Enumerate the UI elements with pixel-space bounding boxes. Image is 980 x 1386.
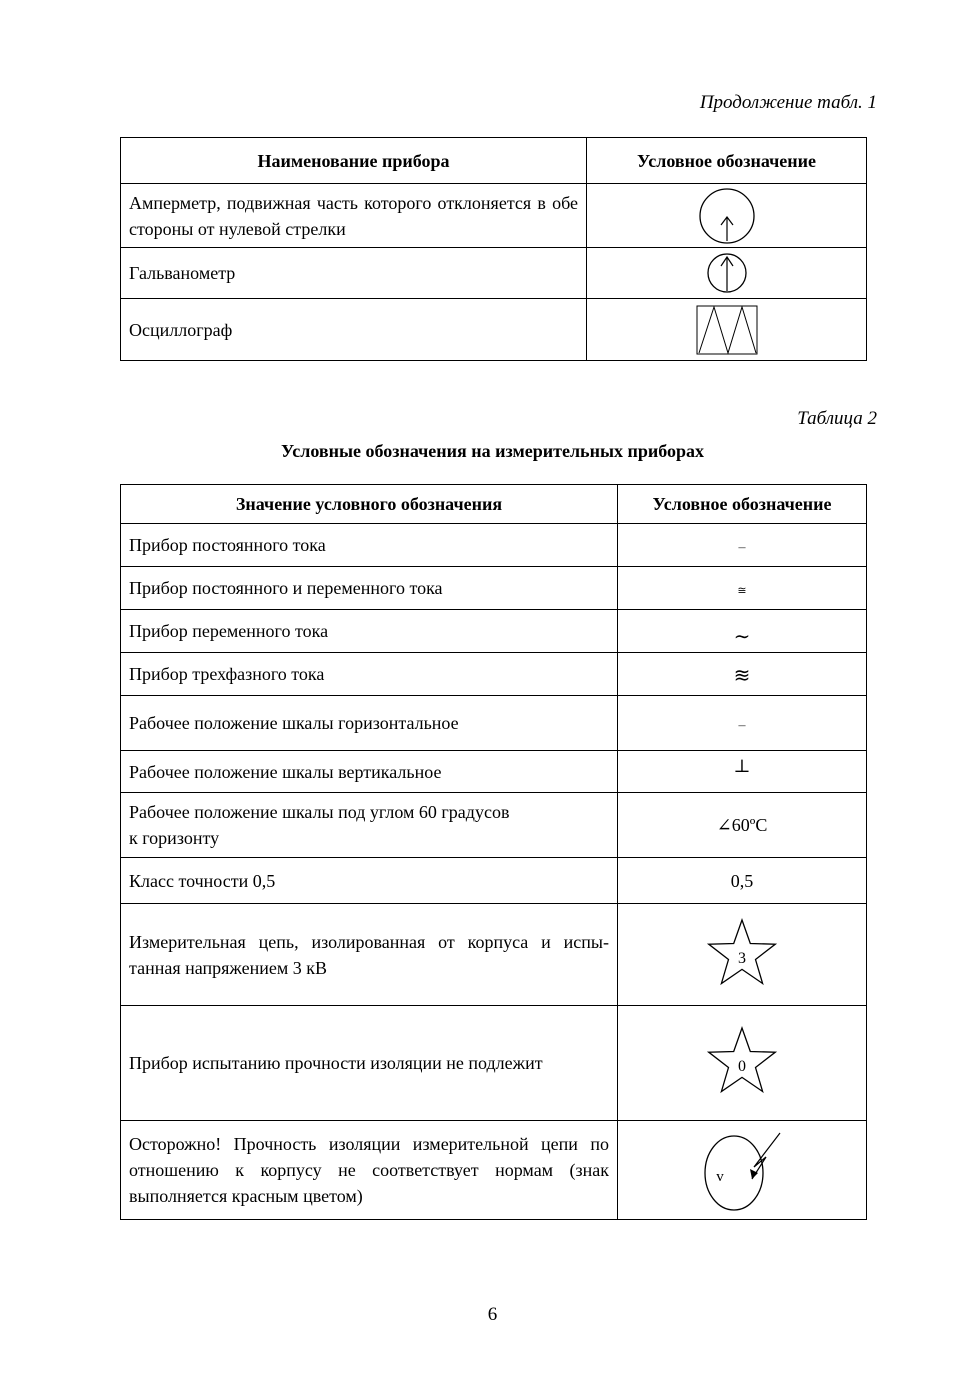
table-1 xyxy=(120,137,867,361)
table-row xyxy=(121,567,867,610)
table-2-cell-symbol xyxy=(618,793,867,858)
three-phase-symbol: ≋ xyxy=(733,665,751,687)
continuation-label: Продолжение табл. 1 xyxy=(699,92,877,113)
table-1-header-row xyxy=(121,138,867,184)
table-row xyxy=(121,299,867,361)
table-row xyxy=(121,696,867,751)
table-row xyxy=(121,793,867,858)
page-number: 6 xyxy=(487,1304,498,1325)
table-2-header-symbol: Условное обозначение xyxy=(618,485,867,524)
table-row xyxy=(121,1006,867,1121)
table-2-cell-symbol xyxy=(618,567,867,610)
table-1-cell-name: Амперметр, подвижная часть которого отклоняется в обе стороны от нулевой стрелки xyxy=(121,184,587,248)
meaning-line-2: к горизонту xyxy=(129,828,220,848)
table-2-cell-symbol xyxy=(618,610,867,653)
table-row xyxy=(121,1121,867,1220)
horizontal-scale-symbol: – xyxy=(738,718,746,733)
star-number: 0 xyxy=(738,1058,746,1075)
dc-symbol: – xyxy=(738,540,746,555)
angle-scale-symbol: ∠60ºC xyxy=(716,815,768,835)
table-2-cell-symbol xyxy=(618,696,867,751)
ac-symbol: ∼ xyxy=(733,626,751,648)
table-2-cell-symbol xyxy=(618,524,867,567)
table-1-cell-name: Гальванометр xyxy=(121,248,587,299)
table-2-cell-meaning: Прибор трехфазного тока xyxy=(121,653,618,696)
table-1-header-name: Наименование прибора xyxy=(121,138,587,184)
table-1-cell-name: Осциллограф xyxy=(121,299,587,361)
oscillograph-zigzag-box-icon xyxy=(696,305,758,355)
star-number: 3 xyxy=(738,949,746,967)
table-2-cell-meaning: Измерительная цепь, изолированная от корпуса и испы-танная напряжением 3 кВ xyxy=(121,904,618,1006)
circle-arrow-up-large-icon xyxy=(697,187,757,245)
table-2-cell-symbol xyxy=(618,1006,867,1121)
table-2-cell-meaning: Рабочее положение шкалы горизонтальное xyxy=(121,696,618,751)
meaning-line-1: Рабочее положение шкалы под углом 60 градусов xyxy=(129,802,510,822)
table-row xyxy=(121,653,867,696)
circle-letter: v xyxy=(716,1169,724,1185)
table-1-cell-symbol xyxy=(587,299,867,361)
star-icon xyxy=(704,1025,780,1101)
table-1-cell-symbol xyxy=(587,184,867,248)
table-2-cell-meaning: Рабочее положение шкалы вертикальное xyxy=(121,751,618,793)
table-row xyxy=(121,248,867,299)
table-2 xyxy=(120,484,867,1220)
table-2-cell-meaning: Осторожно! Прочность изоляции измерительной цепи по отношению к корпусу не соответствует нормам (знак выполняется красным цветом) xyxy=(121,1121,618,1220)
table-2-cell-meaning: Прибор переменного тока xyxy=(121,610,618,653)
table-2-cell-symbol xyxy=(618,751,867,793)
table-2-header-row xyxy=(121,485,867,524)
table-2-cell-meaning: Прибор испытанию прочности изоляции не подлежит xyxy=(121,1006,618,1121)
accuracy-class-symbol: 0,5 xyxy=(730,870,754,891)
table-row xyxy=(121,904,867,1006)
table-2-cell-meaning: Класс точности 0,5 xyxy=(121,858,618,904)
vertical-scale-symbol: ⊥ xyxy=(733,755,751,776)
star-icon xyxy=(704,917,780,993)
table-2-label: Таблица 2 xyxy=(797,408,877,429)
table-2-title: Условные обозначения на измерительных приборах xyxy=(280,441,705,461)
table-1-cell-symbol xyxy=(587,248,867,299)
ac-dc-symbol: ≅ xyxy=(737,585,747,597)
circle-arrow-up-small-icon xyxy=(706,252,748,294)
table-2-cell-symbol xyxy=(618,858,867,904)
table-2-header-meaning: Значение условного обозначения xyxy=(121,485,618,524)
table-1-header-symbol: Условное обозначение xyxy=(587,138,867,184)
lightning-circle-icon xyxy=(692,1127,792,1213)
table-row xyxy=(121,858,867,904)
table-row xyxy=(121,524,867,567)
table-2-cell-meaning: Прибор постоянного тока xyxy=(121,524,618,567)
table-2-cell-symbol xyxy=(618,904,867,1006)
table-row xyxy=(121,184,867,248)
table-row xyxy=(121,610,867,653)
table-2-cell-symbol xyxy=(618,653,867,696)
table-2-cell-meaning xyxy=(121,793,618,858)
table-row xyxy=(121,751,867,793)
table-2-cell-symbol xyxy=(618,1121,867,1220)
table-2-cell-meaning: Прибор постоянного и переменного тока xyxy=(121,567,618,610)
